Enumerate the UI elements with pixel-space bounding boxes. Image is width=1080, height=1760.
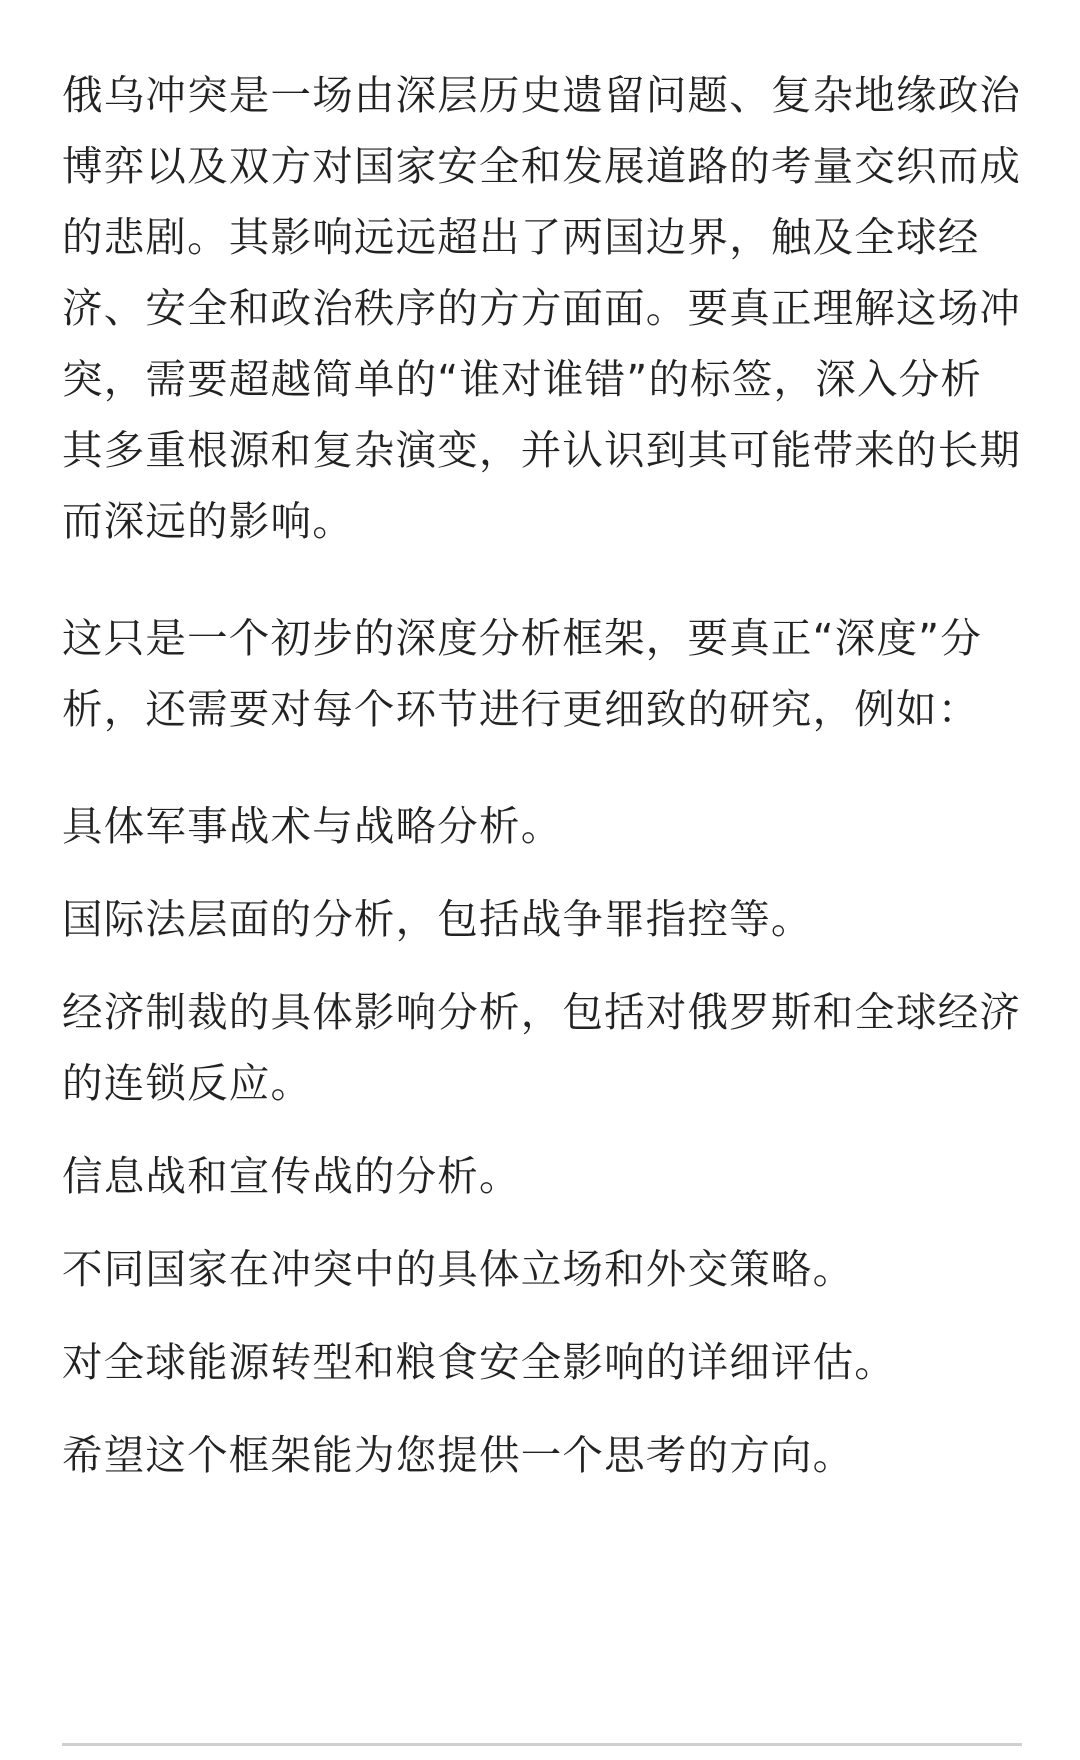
list-item: 不同国家在冲突中的具体立场和外交策略。 <box>62 1245 855 1293</box>
list-item: 具体军事战术与战略分析。 <box>62 802 563 850</box>
list-item: 国际法层面的分析，包括战争罪指控等。 <box>62 895 813 943</box>
list-item: 信息战和宣传战的分析。 <box>62 1152 521 1200</box>
list-item: 对全球能源转型和粮食安全影响的详细评估。 <box>62 1338 896 1386</box>
bottom-divider <box>62 1743 1022 1746</box>
framework-paragraph: 这只是一个初步的深度分析框架，要真正“深度”分析，还需要对每个环节进行更细致的研究，例如： <box>62 614 983 733</box>
article-body <box>62 60 1022 1513</box>
intro-paragraph: 俄乌冲突是一场由深层历史遗留问题、复杂地缘政治博弈以及双方对国家安全和发展道路的考量交织而成的悲剧。其影响远远超出了两国边界，触及全球经济、安全和政治秩序的方方面面。要真正理解这场冲突，需要超越简单的“谁对谁错”的标签，深入分析其多重根源和复杂演变，并认识到其可能带来的长期而深远的影响。 <box>62 71 1022 545</box>
closing-line: 希望这个框架能为您提供一个思考的方向。 <box>62 1431 855 1479</box>
list-item: 经济制裁的具体影响分析，包括对俄罗斯和全球经济的连锁反应。 <box>62 988 1022 1107</box>
